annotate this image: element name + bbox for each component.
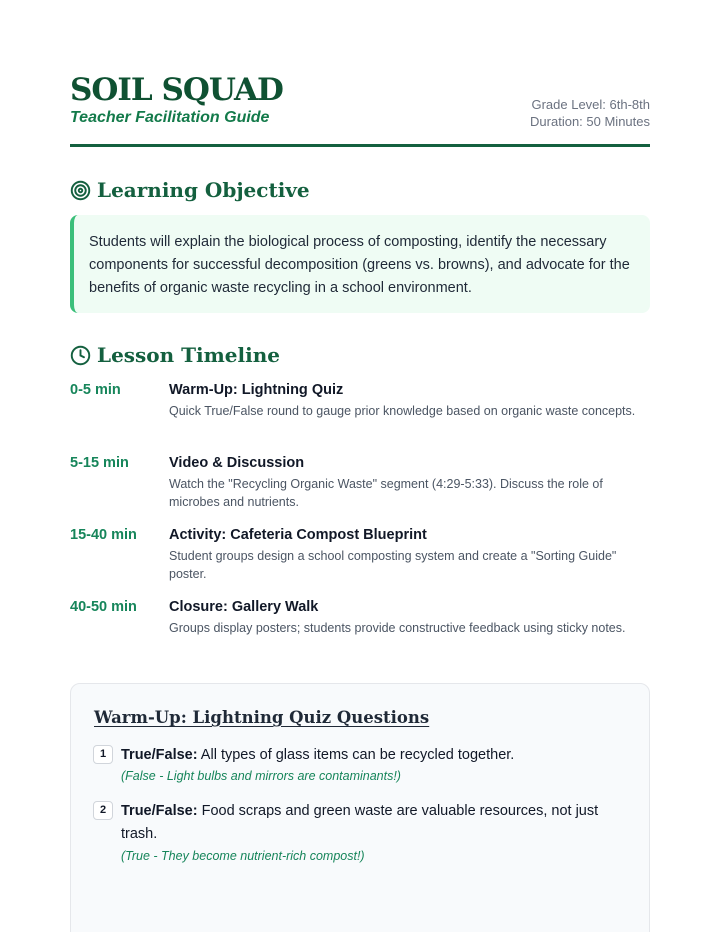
objective-heading-text: Learning Objective	[97, 178, 310, 202]
timeline-title: Warm-Up: Lightning Quiz	[169, 382, 344, 398]
clock-icon	[70, 345, 91, 366]
timeline-title: Closure: Gallery Walk	[169, 599, 319, 615]
grade-level: Grade Level: 6th-8th	[531, 97, 650, 112]
question-text	[121, 744, 631, 767]
timeline-title: Activity: Cafeteria Compost Blueprint	[169, 527, 427, 543]
objective-text: Students will explain the biological process of composting, identify the necessary components for successful decomposition (greens vs. browns), and advocate for the benefits of organic waste recycling in a school environment.	[89, 234, 630, 296]
question-number: 1	[93, 745, 113, 764]
timeline-time: 15-40 min	[70, 527, 137, 543]
timeline-heading-text: Lesson Timeline	[97, 343, 280, 367]
timeline-heading	[70, 340, 280, 370]
quiz-heading: Warm-Up: Lightning Quiz Questions	[94, 708, 430, 727]
page-subtitle: Teacher Facilitation Guide	[70, 109, 270, 126]
timeline-time: 0-5 min	[70, 382, 121, 398]
objective-box	[70, 215, 650, 313]
question-number: 2	[93, 801, 113, 820]
lesson-meta	[530, 96, 650, 130]
timeline-desc: Watch the "Recycling Organic Waste" segment (4:29-5:33). Discuss the role of microbes and nutrients.	[169, 477, 603, 509]
objective-heading	[70, 175, 310, 205]
quiz-box	[70, 683, 650, 932]
timeline-desc: Student groups design a school composting system and create a "Sorting Guide" poster.	[169, 549, 617, 581]
question-answer: (True - They become nutrient-rich compost!)	[121, 849, 365, 863]
question-answer: (False - Light bulbs and mirrors are contaminants!)	[121, 769, 401, 783]
question-body: All types of glass items can be recycled together.	[200, 747, 515, 763]
timeline-time: 5-15 min	[70, 455, 129, 471]
header-divider	[70, 144, 650, 147]
question-body: Food scraps and green waste are valuable resources, not just trash.	[121, 803, 599, 842]
question-label: True/False:	[121, 747, 198, 763]
header	[70, 72, 650, 148]
timeline-desc: Groups display posters; students provide constructive feedback using sticky notes.	[169, 621, 626, 635]
page-title: SOIL SQUAD	[70, 72, 283, 108]
question-text	[121, 800, 621, 846]
timeline-title: Video & Discussion	[169, 455, 305, 471]
target-icon	[70, 180, 91, 201]
duration: Duration: 50 Minutes	[530, 114, 650, 129]
question-label: True/False:	[121, 803, 198, 819]
timeline-desc: Quick True/False round to gauge prior knowledge based on organic waste concepts.	[169, 404, 636, 418]
timeline-time: 40-50 min	[70, 599, 137, 615]
